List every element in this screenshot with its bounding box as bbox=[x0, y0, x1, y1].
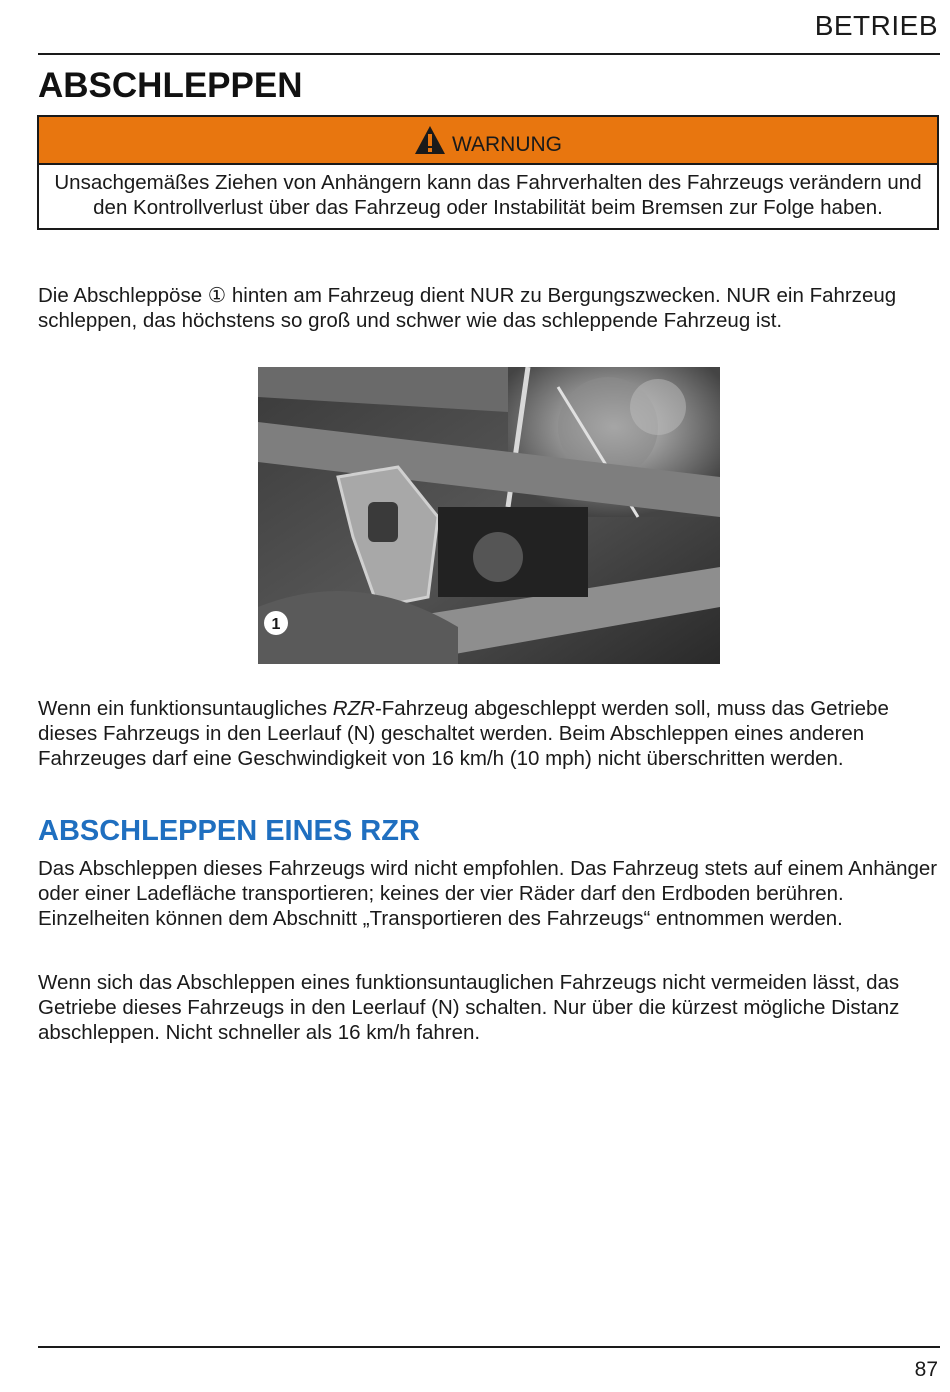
towing-text-start: Wenn ein funktionsuntaugliches bbox=[38, 697, 333, 720]
warning-triangle-icon bbox=[414, 125, 446, 155]
footer-divider bbox=[38, 1346, 940, 1348]
warning-label: WARNUNG bbox=[451, 133, 563, 156]
model-name: RZR bbox=[332, 697, 375, 720]
subsection-paragraph-1: Das Abschleppen dieses Fahrzeugs wird nicht empfohlen. Das Fahrzeug stets auf einem Anhänger oder einer Ladefläche transportieren; keines der vier Räder darf den Erdboden berühren. Einzelheiten können dem Abschnitt „Transportieren des Fahrzeugs“ entnommen werden. bbox=[38, 857, 938, 930]
towing-paragraph bbox=[38, 696, 943, 771]
header-divider bbox=[38, 53, 940, 55]
subsection-heading: ABSCHLEPPEN EINES RZR bbox=[38, 815, 420, 847]
intro-paragraph: Die Abschleppöse ① hinten am Fahrzeug dient NUR zu Bergungszwecken. NUR ein Fahrzeug schleppen, das höchstens so groß und schwer wie das schleppende Fahrzeug ist. bbox=[38, 284, 897, 332]
photo-callout-number: 1 bbox=[271, 616, 281, 633]
section-label: BETRIEB bbox=[814, 10, 938, 41]
page-title: ABSCHLEPPEN bbox=[38, 66, 303, 105]
page-number: 87 bbox=[914, 1358, 938, 1381]
subsection-paragraph-2: Wenn sich das Abschleppen eines funktionsuntauglichen Fahrzeugs nicht vermeiden lässt, das Getriebe dieses Fahrzeugs in den Leerlauf (N) schalten. Nur über die kürzest mögliche Distanz abschleppen. Nicht schneller als 16 km/h fahren. bbox=[38, 971, 900, 1044]
warning-box bbox=[37, 115, 939, 230]
warning-header bbox=[39, 117, 937, 165]
warning-text: Unsachgemäßes Ziehen von Anhängern kann das Fahrverhalten des Fahrzeugs verändern und den Kontrollverlust über das Fahrzeug oder Instabilität beim Bremsen zur Folge haben. bbox=[54, 171, 922, 219]
tow-hook-photo bbox=[258, 367, 720, 664]
towing-text-end: -Fahrzeug abgeschleppt werden soll, muss das Getriebe dieses Fahrzeugs in den Leerlauf (N) geschaltet werden. Beim Abschleppen eines anderen Fahrzeuges darf eine Geschwindigkeit von 16 km/h (10 mph) nicht überschritten werden. bbox=[38, 697, 889, 770]
